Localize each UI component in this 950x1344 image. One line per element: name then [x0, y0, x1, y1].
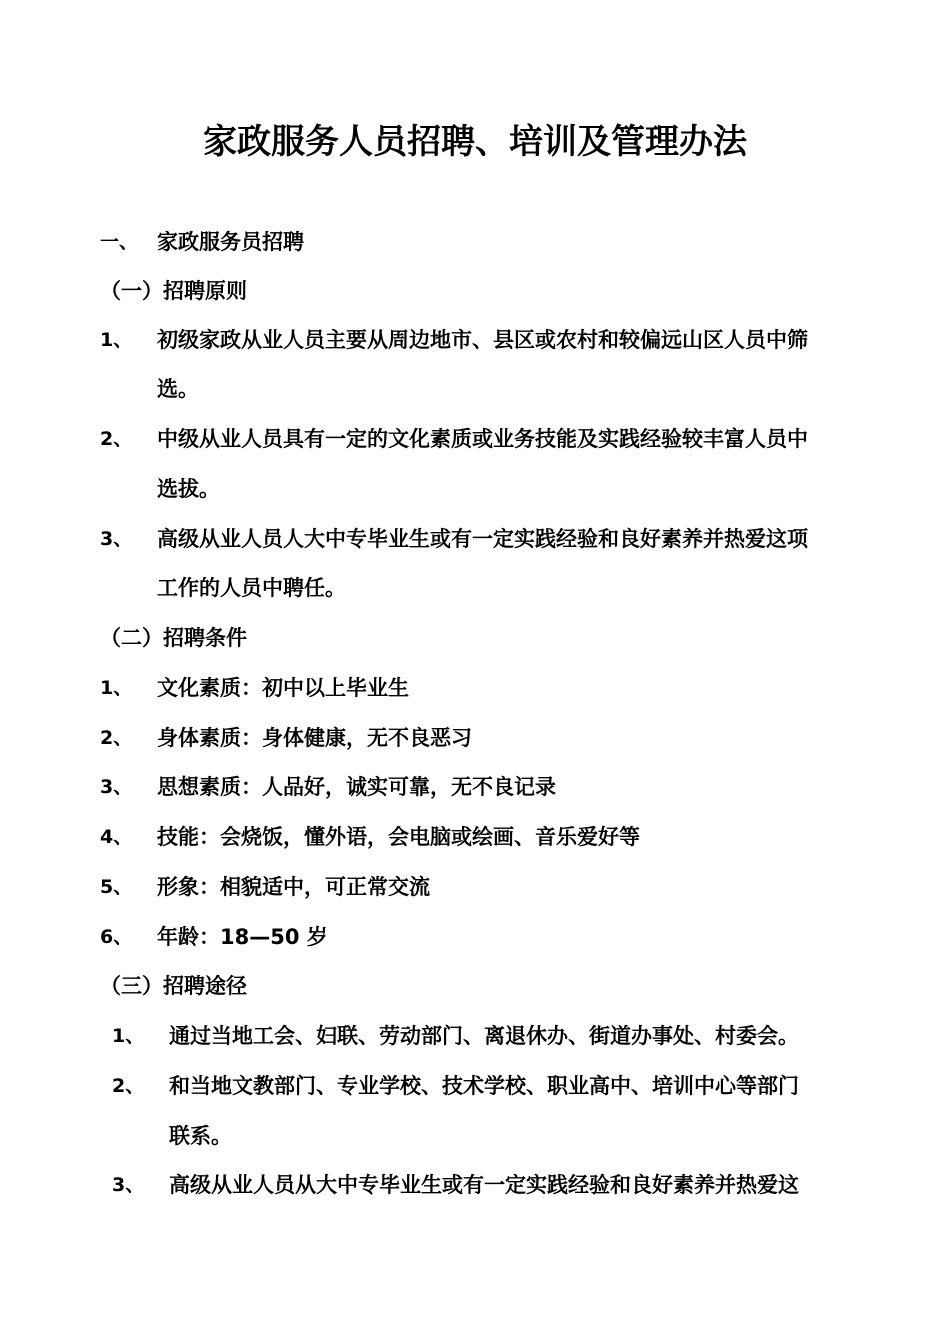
- list-item-number: 1、: [112, 1025, 145, 1047]
- list-item-text: 形象：相貌适中，可正常交流: [157, 875, 430, 899]
- list-item-text: 年龄：18—50 岁: [157, 925, 328, 949]
- list-item-number: 2、: [112, 1075, 145, 1097]
- list-item-number: 4、: [100, 826, 133, 848]
- list-item-number: 1、: [100, 677, 133, 699]
- list-item-number: 5、: [100, 876, 133, 898]
- list-item-continuation: 选。: [157, 377, 199, 401]
- list-item-text: 高级从业人员从大中专毕业生或有一定实践经验和良好素养并热爱这: [169, 1173, 799, 1197]
- page-title: 家政服务人员招聘、培训及管理办法: [203, 122, 747, 162]
- list-item-text: 文化素质：初中以上毕业生: [157, 676, 409, 700]
- list-item-text: 思想素质：人品好，诚实可靠，无不良记录: [157, 775, 556, 799]
- list-item-number: 3、: [112, 1174, 145, 1196]
- section-heading: 家政服务员招聘: [157, 230, 304, 254]
- list-item-continuation: 联系。: [169, 1124, 232, 1148]
- section-number: 一、: [100, 231, 139, 253]
- list-item-number: 2、: [100, 727, 133, 749]
- list-item-continuation: 选拔。: [157, 477, 220, 501]
- list-item-text: 技能：会烧饭，懂外语，会电脑或绘画、音乐爱好等: [157, 825, 640, 849]
- list-item-continuation: 工作的人员中聘任。: [157, 576, 346, 600]
- list-item-text: 和当地文教部门、专业学校、技术学校、职业高中、培训中心等部门: [169, 1074, 799, 1098]
- list-item-number: 6、: [100, 926, 133, 948]
- list-item-number: 1、: [100, 329, 133, 351]
- subsection-heading: （三）招聘途径: [100, 974, 247, 998]
- list-item-text: 通过当地工会、妇联、劳动部门、离退休办、街道办事处、村委会。: [169, 1024, 799, 1048]
- list-item-number: 3、: [100, 776, 133, 798]
- subsection-heading: （二）招聘条件: [100, 626, 247, 650]
- list-item-number: 2、: [100, 428, 133, 450]
- list-item-number: 3、: [100, 528, 133, 550]
- list-item-text: 中级从业人员具有一定的文化素质或业务技能及实践经验较丰富人员中: [157, 427, 808, 451]
- list-item-text: 高级从业人员人大中专毕业生或有一定实践经验和良好素养并热爱这项: [157, 527, 808, 551]
- list-item-text: 身体素质：身体健康，无不良恶习: [157, 726, 472, 750]
- subsection-heading: （一）招聘原则: [100, 279, 247, 303]
- list-item-text: 初级家政从业人员主要从周边地市、县区或农村和较偏远山区人员中筛: [157, 328, 808, 352]
